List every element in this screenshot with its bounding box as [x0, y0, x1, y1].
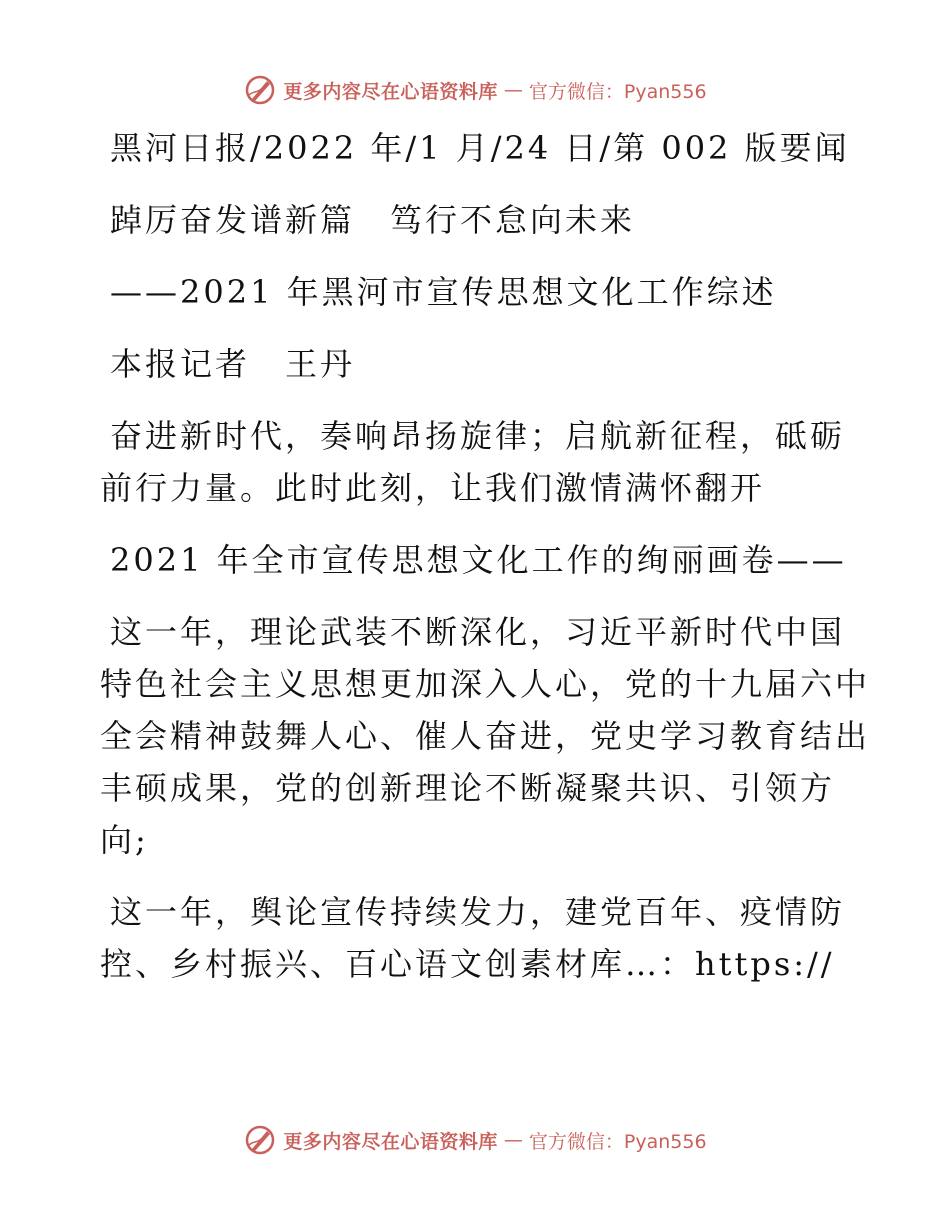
- banner-text: 更多内容尽在心语资料库: [283, 80, 498, 103]
- dateline: 黑河日报/2022 年/1 月/24 日/第 002 版要闻: [110, 129, 850, 167]
- intro-line-2: 前行力量。此时此刻，让我们激情满怀翻开: [100, 469, 766, 507]
- subheadline: ——2021 年黑河市宣传思想文化工作综述: [110, 273, 777, 311]
- para1-line-5: 向;: [100, 821, 149, 859]
- banner-wechat: 官方微信：Pyan556: [528, 80, 707, 103]
- byline: 本报记者 王丹: [110, 345, 356, 383]
- banner-separator: —: [503, 79, 523, 101]
- para1-line-1: 这一年，理论武装不断深化，习近平新时代中国: [110, 613, 846, 651]
- pen-logo-icon: [243, 1123, 277, 1157]
- banner-text: 更多内容尽在心语资料库: [283, 1130, 498, 1153]
- header-watermark-banner: [0, 70, 950, 110]
- pen-logo-icon: [243, 73, 277, 107]
- banner-separator: —: [503, 1129, 523, 1151]
- para1-line-2: 特色社会主义思想更加深入人心，党的十九届六中: [100, 665, 871, 703]
- para2-line-1: 这一年，舆论宣传持续发力，建党百年、疫情防: [110, 893, 846, 931]
- intro-line-1: 奋进新时代，奏响昂扬旋律；启航新征程，砥砺: [110, 417, 846, 455]
- document-body: [100, 122, 871, 990]
- para2-line-2: 控、乡村振兴、百心语文创素材库…：https://: [100, 945, 835, 983]
- headline: 踔厉奋发谱新篇 笃行不怠向未来: [110, 201, 636, 239]
- para1-line-4: 丰硕成果，党的创新理论不断凝聚共识、引领方: [100, 769, 836, 807]
- intro-line-3: 2021 年全市宣传思想文化工作的绚丽画卷——: [110, 541, 847, 579]
- banner-wechat: 官方微信：Pyan556: [528, 1130, 707, 1153]
- footer-watermark-banner: [0, 1120, 950, 1160]
- para1-line-3: 全会精神鼓舞人心、催人奋进，党史学习教育结出: [100, 717, 871, 755]
